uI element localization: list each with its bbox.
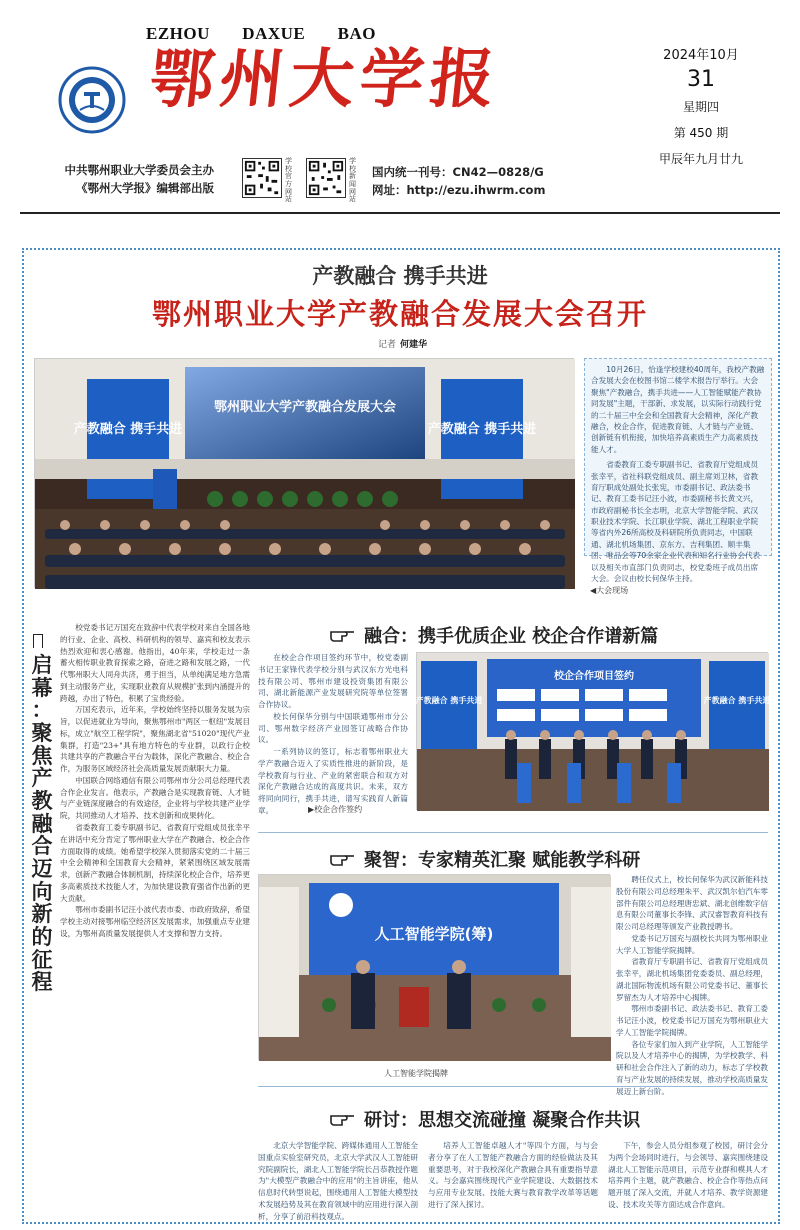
vertical-title-char: 的 — [31, 925, 53, 950]
signing-photo-banner-left: 产教融合 携手共进 — [415, 696, 483, 705]
vertical-title-char: 程 — [31, 970, 53, 995]
section-discussion-text-col3 — [608, 1140, 768, 1220]
lead-headline: 鄂州职业大学产教融合发展大会召开 — [151, 297, 648, 331]
newspaper-title: 鄂州大学报 — [146, 42, 504, 117]
paragraph: 省委教育工委专职副书记、省教育厅党组成员张幸平在讲话中充分肯定了鄂州职业大学在产教融合、校企合作方面取得的成绩。她希望学校深入贯彻落实党的二十届三中全会精神和全国教育大会精神，紧紧围绕区域发展需求，创新产教融合体制机制，持续深化校企合作，培养更多高素质技术技能人才，为加快建设教育强省作出新的更大贡献。 — [60, 823, 250, 903]
lead-kicker: 产教融合 携手共进 — [312, 264, 488, 288]
paragraph: 一系列协议的签订，标志着鄂州职业大学产教融合迈入了实质性推进的新阶段，是学校教育与行业、产业的紧密联合和双方对深化产教融合达成的高度共识。未来，双方将同向同行，携手共进，谱写实践育人新篇章。 — [258, 747, 408, 815]
vertical-title-char: 融 — [31, 811, 53, 836]
byline-label: 记者 — [378, 340, 397, 350]
vertical-title-char: 教 — [31, 789, 53, 814]
qr-code-website[interactable] — [242, 158, 282, 198]
pointing-hand-icon — [330, 851, 356, 867]
signing-photo-screen-title: 校企合作项目签约 — [554, 671, 634, 682]
paragraph: 校党委书记万国充在致辞中代表学校对来自全国各地的行业、企业、高校、科研机构的领导、嘉宾和校友表示热烈欢迎和衷心感谢。他指出，40年来，学校走过一条蓄火相传职业教育探索之路，奋进之路和发展之路，一代代鄂州职大人同舟共济，勇于担当，从单纯满足地方急需到主动服务产业，实现职业教育从规模扩张到内涵提升的跨越，办出了特色，积累了宝贵经验。 — [60, 623, 250, 703]
paragraph: 中国联合网络通信有限公司鄂州市分公司总经理代表合作企业发言。他表示，产教融合是实现教育链、人才链与产业链深度融合的有效途径，企业将与学校共建产业学院，共同推动人才培养、技术创新和成果转化。 — [60, 775, 250, 821]
vertical-title-char: 合 — [31, 834, 53, 859]
signing-ceremony-photo — [415, 652, 771, 810]
qr-code-news[interactable] — [306, 158, 346, 198]
university-logo — [58, 66, 126, 134]
paragraph: 各位专家们加入到产业学院，人工智能学院以及人才培养中心的揭牌，为学校教学、科研和社会合作注入了新的动力，标志了学校教育与产业发展的持续发展，推动学校高质量发展迈上新台阶。 — [616, 1039, 768, 1096]
section-discussion-text-col2 — [428, 1140, 598, 1220]
qr-label-website: 学校官方网站 — [285, 157, 292, 204]
weekday: 星期四 — [682, 100, 719, 114]
year-month: 2024年10月 — [663, 48, 739, 63]
vertical-title-char: 向 — [31, 879, 53, 904]
pinyin-word: DAXUE — [242, 24, 306, 43]
paragraph: 在校企合作项目签约环节中，校党委副书记王家锋代表学校分别与武汉东方光电科技有限公司、鄂州市建设投资集团有限公司、湖北新能源产业发展研究院等单位签署合作协议。 — [258, 653, 408, 710]
signing-photo-caption: ▶校企合作签约 — [308, 805, 363, 814]
issue-number: 第 450 期 — [673, 126, 729, 140]
section-heading-wisdom — [330, 846, 640, 872]
qr-label-news: 学校新闻网站 — [349, 157, 356, 204]
vertical-title-char: 启 — [31, 653, 53, 677]
paragraph: 鄂州市委副书记、政法委书记、教育工委书记汪小波，校党委书记万国充为鄂州职业大学人工智能学院揭牌。 — [616, 1004, 768, 1037]
section-divider — [258, 832, 768, 833]
section-vertical-title — [28, 626, 56, 994]
section-wisdom-text — [616, 874, 768, 1096]
intro-paragraph: 省委教育工委专职副书记、省教育厅党组成员张幸平，省社科联党组成员、副主席刘卫林，省教育厅职成处副处长张宪，市委副书记、政法委书记、教育工委书记汪小波，市委副秘书长黄文兴，市政府副秘书长全志明，北京大学智能学院、武汉职业技术学院、长江职业学院、湖北工程职业学院等省内外26所高校及科研院所负责同志，中国联通、湖北机场集团、京东方、吉利集团、顺丰集团、唯品会等70余家企业代表和知名行业协会代表以及相关市直部门负责同志，校党委班子成员出席大会。会议由校长何保华主持。 — [591, 460, 761, 584]
paragraph: 鄂州市委副书记汪小波代表市委、市政府致辞，希望学校主动对接鄂州临空经济区发展需求，加强重点专业建设，为鄂州高质量发展提供人才支撑和智力支持。 — [60, 905, 250, 938]
intro-paragraph: 10月26日，恰逢学校建校40周年，我校产教融合发展大会在校图书馆二楼学术报告厅举行。大会聚焦"产教融合，携手共进——人工智能赋能产教协同发展"主题，干部新、求发展，以实际行动践行党的二十届三中全会和全国教育大会精神，深化产教融合，校企合作，促进教育链、人才链与产业链、创新链有机衔接，加快培养高素质生产力高素质技能人才。 — [591, 365, 765, 454]
pointing-hand-icon — [330, 1111, 356, 1127]
vertical-title-char: 新 — [31, 902, 53, 927]
vertical-title-char: 聚 — [31, 721, 53, 746]
section-heading-fusion — [330, 622, 658, 648]
ai-college-unveiling-photo — [258, 874, 610, 1060]
lead-photo-banner-left: 产教融合 携手共进 — [73, 422, 183, 437]
editor-line: 《鄂州大学报》编辑部出版 — [76, 181, 214, 195]
masthead-pinyin — [146, 24, 376, 44]
paragraph: 省教育厅专职副书记、省教育厅党组成员张幸平，湖北机场集团党委委员、副总经理，湖北国际物流机场有限公司党委书记、董事长罗留杰为人才培养中心揭牌。 — [616, 957, 768, 1002]
host-line: 中共鄂州职业大学委员会主办 — [64, 163, 214, 177]
lead-intro-box — [584, 358, 772, 584]
lead-photo-screen-title: 鄂州职业大学产教融合发展大会 — [213, 400, 397, 415]
byline — [378, 337, 427, 350]
website-line[interactable]: 网址：http://ezu.ihwrm.com — [372, 183, 546, 197]
vertical-title-char: ： — [31, 698, 53, 723]
paragraph: 万国充表示，近年来，学校始终坚持以服务发展为宗旨，以促进就业为导向，聚焦鄂州市"两区一枢纽"发展目标，成立"航空工程学院"，聚焦湖北省"51020"现代产业集群，打造"23+"具有地方特色的专业群，以政行企校共建共享的产教融合平台为载体，深化产教融合、校企合作，为服务区域经济社会高质量发展贡献职大力量。 — [60, 705, 251, 774]
section-heading-discussion — [330, 1106, 640, 1132]
ai-photo-caption: 人工智能学院揭牌 — [384, 1069, 448, 1078]
paragraph: 下午，参会人员分组参观了校园，研讨会分为两个会场同时进行，与会领导、嘉宾围绕建设湖北人工智能示范项目，示范专业群和模具人才培养两个主题，就产教融合、校企合作等热点问题开展了深入交流，并就人才培养、教学资源建设、技术攻关等方面达成合作意向。 — [608, 1141, 768, 1209]
section-title: 聚智：专家精英汇聚 赋能教学科研 — [364, 850, 641, 871]
vertical-title-char: 产 — [31, 766, 53, 791]
lead-photo-caption: ◀大会现场 — [590, 586, 629, 595]
section-title: 研讨：思想交流碰撞 凝聚合作共识 — [364, 1110, 641, 1131]
signing-photo-banner-right: 产教融合 携手共进 — [703, 696, 771, 705]
pinyin-word: EZHOU — [146, 24, 210, 43]
column-opening-text — [60, 622, 250, 1218]
pinyin-word: BAO — [337, 24, 376, 43]
lunar-date: 甲辰年九月廿九 — [658, 152, 743, 166]
paragraph: 党委书记万国充与副校长共同为鄂州职业大学人工智能学院揭牌。 — [616, 933, 768, 955]
section-discussion-text-col1 — [258, 1140, 418, 1220]
paragraph: 聘任仪式上，校长何保华为武汉新能科技股份有限公司总经理朱平、武汉凯尔伯汽车零部件有限公司总经理唐忠斌、湖北创维数字信息有限公司董事长李锋、武汉睿智教育科技有限公司总经理等颁发产业教授聘书。 — [616, 875, 768, 932]
byline-author: 何建华 — [400, 340, 428, 350]
pointing-hand-icon — [330, 627, 356, 643]
vertical-title-char: 幕 — [31, 675, 53, 700]
masthead-rule — [20, 212, 780, 214]
date-box — [630, 44, 772, 176]
section-divider — [258, 1086, 768, 1087]
vertical-title-char: 迈 — [31, 857, 53, 882]
paragraph: 校长何保华分别与中国联通鄂州市分公司、鄂州数字经济产业园签订战略合作协议。 — [258, 711, 408, 745]
vertical-title-char: 征 — [31, 947, 53, 972]
issn-line: 国内统一刊号：CN42—0828/G — [372, 165, 544, 179]
vertical-title-char: 焦 — [31, 743, 53, 768]
paragraph: 北京大学智能学院、跨媒体通用人工智能全国重点实验室研究员，北京大学武汉人工智能研究院副院长，湖北人工智能学院长吕恭教授作题为"大模型产教融合中的应用"的主旨讲座，他从信息时代转型说起，围绕通用人工智能大模型技术发展趋势及其在教育领域中的应用进行深入剖析，分享了前沿科技观点。 — [258, 1141, 418, 1221]
lead-photo-banner-right: 产教融合 携手共进 — [427, 422, 537, 437]
ai-photo-screen-title: 人工智能学院(筹) — [374, 925, 494, 943]
paragraph: 培养人工智能卓越人才"等四个方面，与与会者分享了在人工智能产教融合方面的经验做法及其重要思考，对于我校深化产教融合具有重要指导意义。与会嘉宾围绕现代产业学院建设、大数据技术与应用专业发展、技能大赛与教育教学改革等话题进行了深入探讨。 — [428, 1141, 598, 1209]
conference-hall-photo — [34, 358, 574, 588]
section-title: 融合：携手优质企业 校企合作谱新篇 — [364, 626, 659, 647]
day-number: 31 — [687, 67, 715, 92]
